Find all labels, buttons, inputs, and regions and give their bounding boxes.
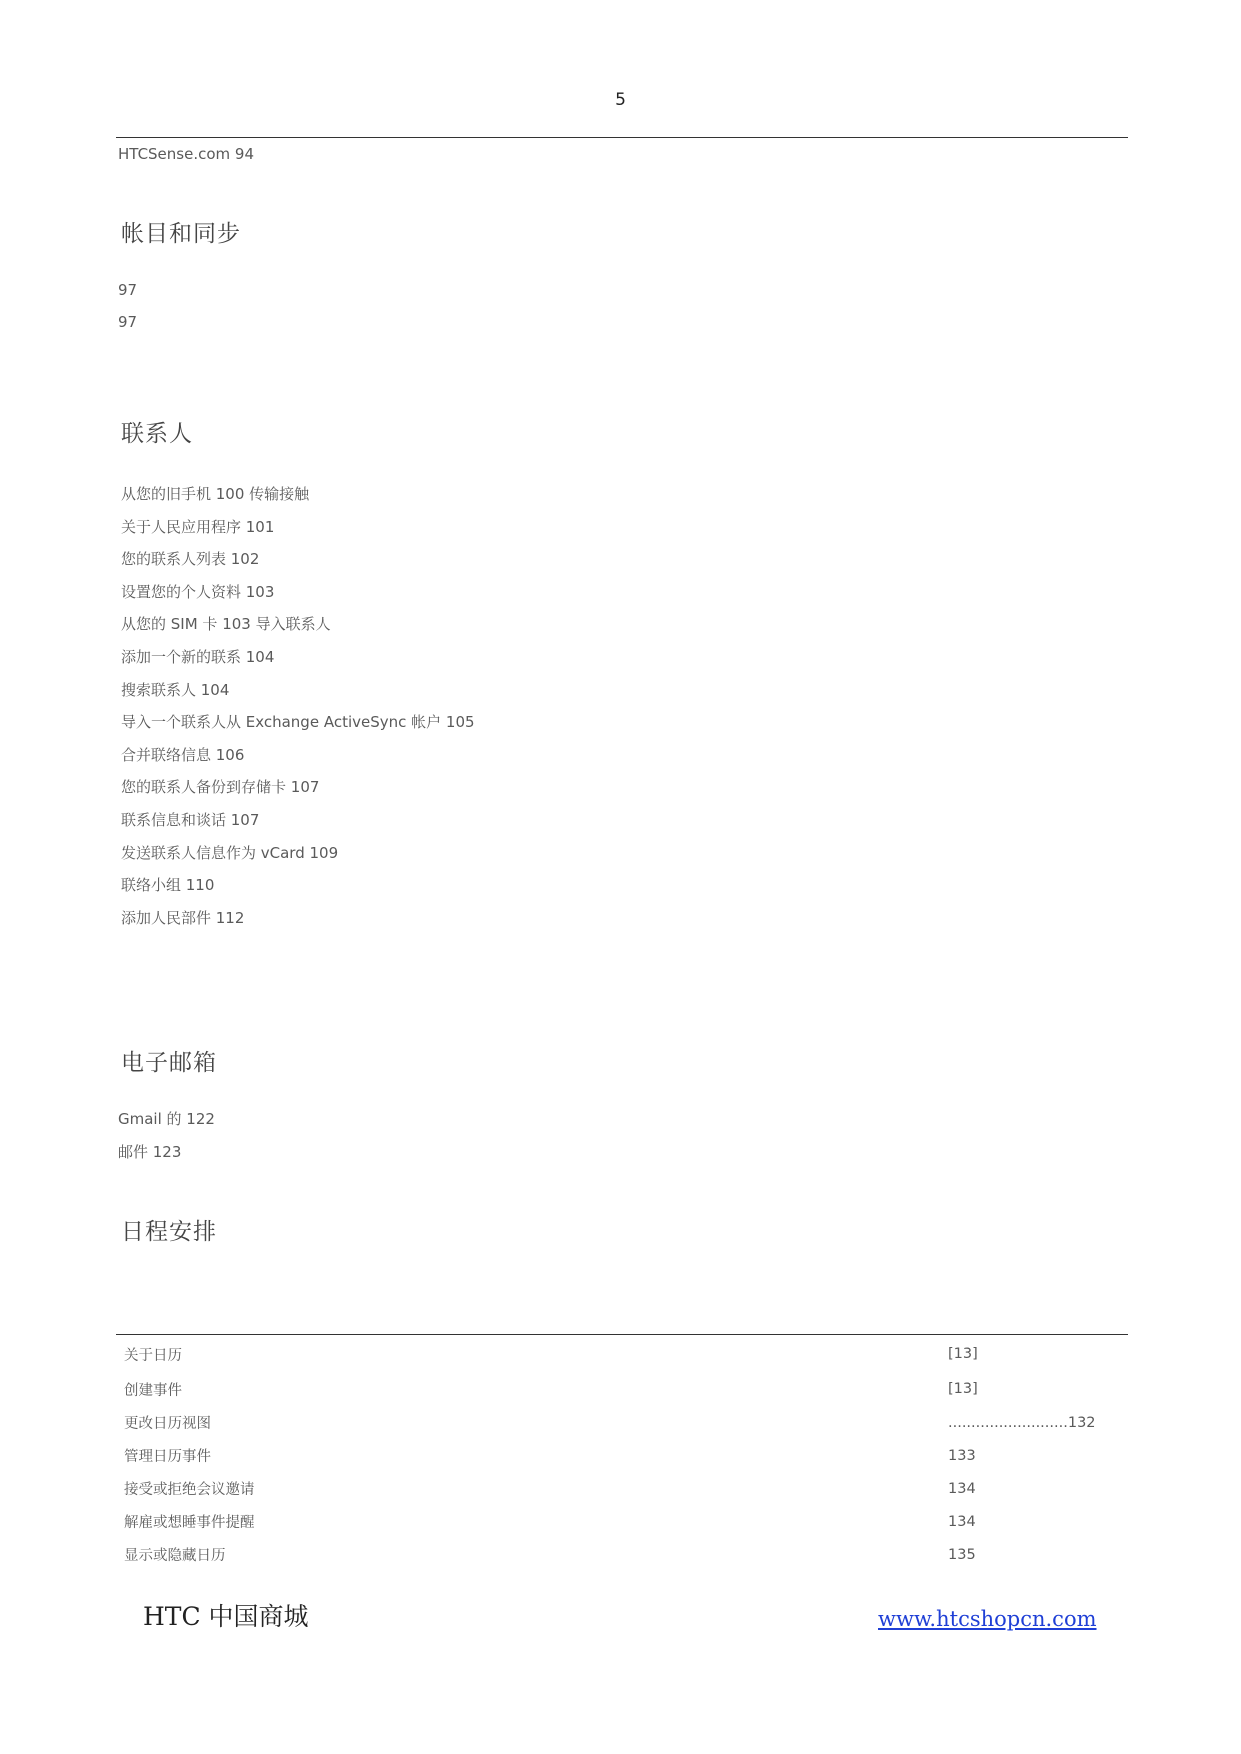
- toc-entry-htcsense: HTCSense.com 94: [118, 145, 254, 163]
- list-item: 合并联络信息 106: [121, 745, 245, 764]
- toc-title: 显示或隐藏日历: [124, 1548, 226, 1564]
- toc-title: 解雇或想睡事件提醒: [124, 1515, 255, 1531]
- table-row: [116, 1439, 1128, 1472]
- list-item: 关于人民应用程序 101: [121, 517, 275, 536]
- contacts-toc-list: [121, 485, 475, 941]
- toc-title: 接受或拒绝会议邀请: [124, 1482, 255, 1498]
- table-row: [116, 1372, 1128, 1406]
- toc-title: 创建事件: [124, 1382, 182, 1399]
- section-title-email: 电子邮箱: [121, 1050, 217, 1076]
- list-item: 导入一个联系人从 Exchange ActiveSync 帐户 105: [121, 713, 475, 732]
- table-row: [116, 1538, 1128, 1571]
- accounts-line-1: 97: [118, 281, 138, 299]
- calendar-table-rule: [116, 1334, 1128, 1335]
- toc-title: 更改日历视图: [124, 1416, 211, 1432]
- list-item: 从您的 SIM 卡 103 导入联系人: [121, 615, 331, 634]
- list-item: 联系信息和谈话 107: [121, 810, 260, 829]
- section-title-calendar: 日程安排: [121, 1219, 217, 1245]
- list-item: 设置您的个人资料 103: [121, 582, 275, 601]
- toc-page: [13]: [948, 1381, 978, 1397]
- calendar-toc-table: [116, 1336, 1128, 1571]
- table-row: [116, 1406, 1128, 1439]
- list-item: 搜索联系人 104: [121, 680, 230, 699]
- toc-page: 134: [948, 1513, 976, 1530]
- list-item: 添加人民部件 112: [121, 908, 245, 927]
- table-row: [116, 1505, 1128, 1538]
- section-title-accounts: 帐目和同步: [121, 221, 241, 247]
- email-line-gmail: Gmail 的 122: [118, 1110, 215, 1128]
- header-rule: [116, 137, 1128, 138]
- toc-page: 133: [948, 1447, 976, 1464]
- toc-page: [13]: [948, 1346, 978, 1362]
- toc-page: ..........................132: [948, 1414, 1096, 1431]
- list-item: 发送联系人信息作为 vCard 109: [121, 843, 339, 862]
- list-item: 添加一个新的联系 104: [121, 647, 275, 666]
- footer-website-link[interactable]: www.htcshopcn.com: [878, 1607, 1097, 1631]
- table-row: [116, 1472, 1128, 1505]
- section-title-contacts: 联系人: [121, 421, 193, 447]
- toc-title: 关于日历: [124, 1347, 182, 1364]
- page-number: 5: [615, 90, 626, 110]
- list-item: 您的联系人备份到存储卡 107: [121, 778, 320, 797]
- table-row: [116, 1336, 1128, 1372]
- list-item: 您的联系人列表 102: [121, 550, 260, 569]
- accounts-line-2: 97: [118, 313, 138, 331]
- email-line-mail: 邮件 123: [118, 1143, 182, 1161]
- footer-brand: HTC 中国商城: [143, 1602, 309, 1631]
- toc-page: 135: [948, 1546, 976, 1563]
- toc-page: 134: [948, 1480, 976, 1497]
- toc-title: 管理日历事件: [124, 1449, 211, 1465]
- list-item: 联络小组 110: [121, 876, 215, 895]
- list-item: 从您的旧手机 100 传输接触: [121, 485, 310, 503]
